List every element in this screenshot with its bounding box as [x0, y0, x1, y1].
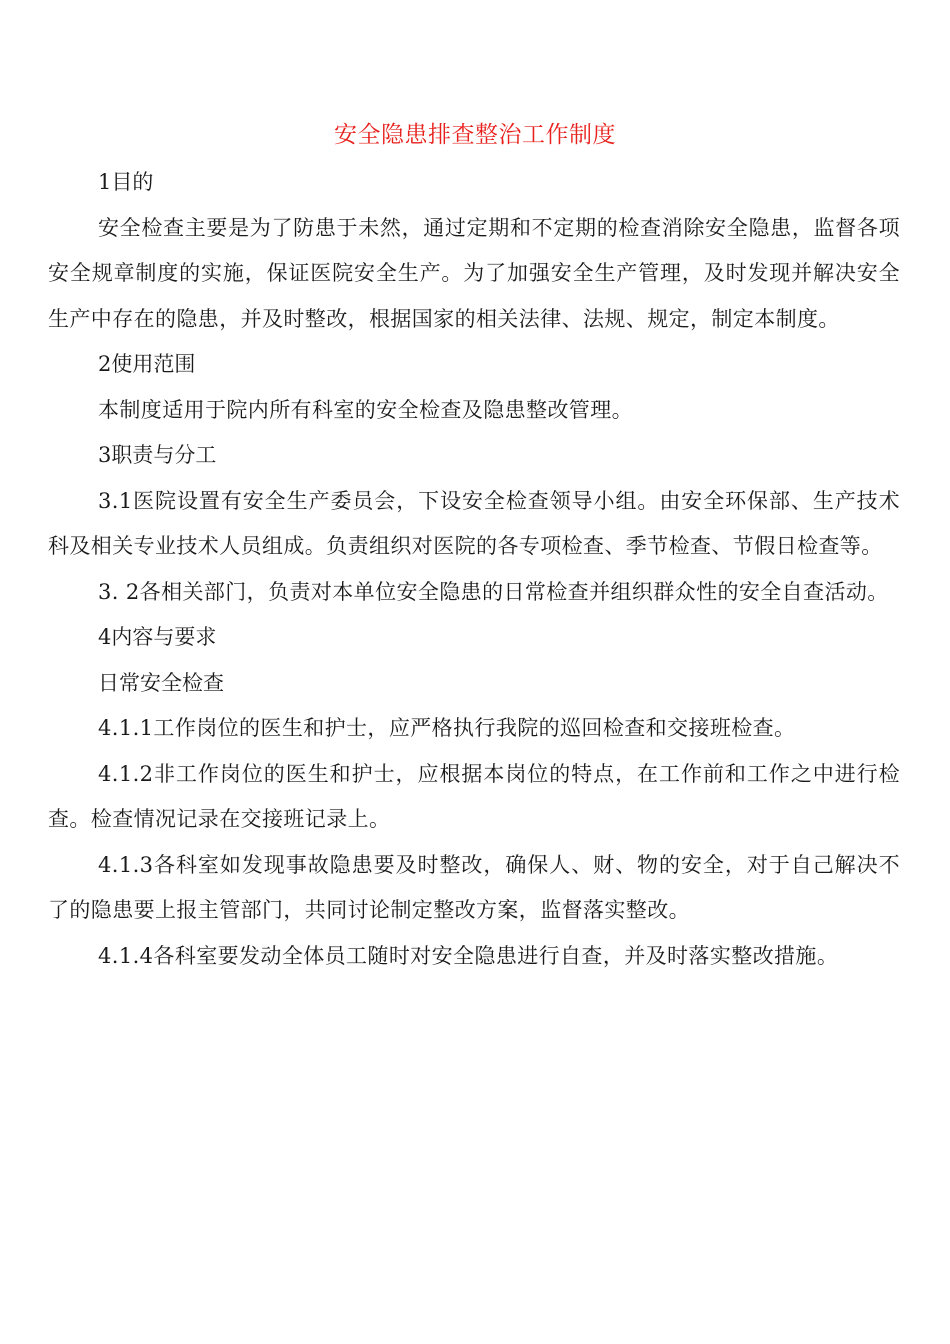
document-body [48, 160, 900, 979]
section-4-paragraph-4: 4.1.4各科室要发动全体员工随时对安全隐患进行自查，并及时落实整改措施。 [98, 943, 839, 968]
document-title: 安全隐患排查整治工作制度 [334, 122, 616, 148]
section-3-paragraph-1: 3.1医院设置有安全生产委员会，下设安全检查领导小组。由安全环保部、生产技术科及相关专业技术人员组成。负责组织对医院的各专项检查、季节检查、节假日检查等。 [48, 488, 900, 558]
section-4-subheading: 日常安全检查 [98, 670, 224, 695]
section-4-heading: 4内容与要求 [98, 625, 217, 649]
section-4-paragraph-2: 4.1.2非工作岗位的医生和护士，应根据本岗位的特点，在工作前和工作之中进行检查。检查情况记录在交接班记录上。 [48, 761, 900, 831]
section-2-paragraph: 本制度适用于院内所有科室的安全检查及隐患整改管理。 [98, 397, 633, 422]
section-2-heading: 2使用范围 [98, 352, 196, 376]
section-4-paragraph-3: 4.1.3各科室如发现事故隐患要及时整改，确保人、财、物的安全，对于自己解决不了的隐患要上报主管部门，共同讨论制定整改方案，监督落实整改。 [48, 852, 900, 922]
section-1-heading: 1目的 [98, 170, 154, 194]
section-4-paragraph-1: 4.1.1工作岗位的医生和护士，应严格执行我院的巡回检查和交接班检查。 [98, 716, 796, 740]
section-3-paragraph-2: 3. 2各相关部门，负责对本单位安全隐患的日常检查并组织群众性的安全自查活动。 [98, 579, 889, 604]
section-3-heading: 3职责与分工 [98, 443, 217, 467]
section-1-paragraph: 安全检查主要是为了防患于未然，通过定期和不定期的检查消除安全隐患，监督各项安全规章制度的实施，保证医院安全生产。为了加强安全生产管理，及时发现并解决安全生产中存在的隐患，并及时整改，根据国家的相关法律、法规、规定，制定本制度。 [48, 215, 900, 331]
